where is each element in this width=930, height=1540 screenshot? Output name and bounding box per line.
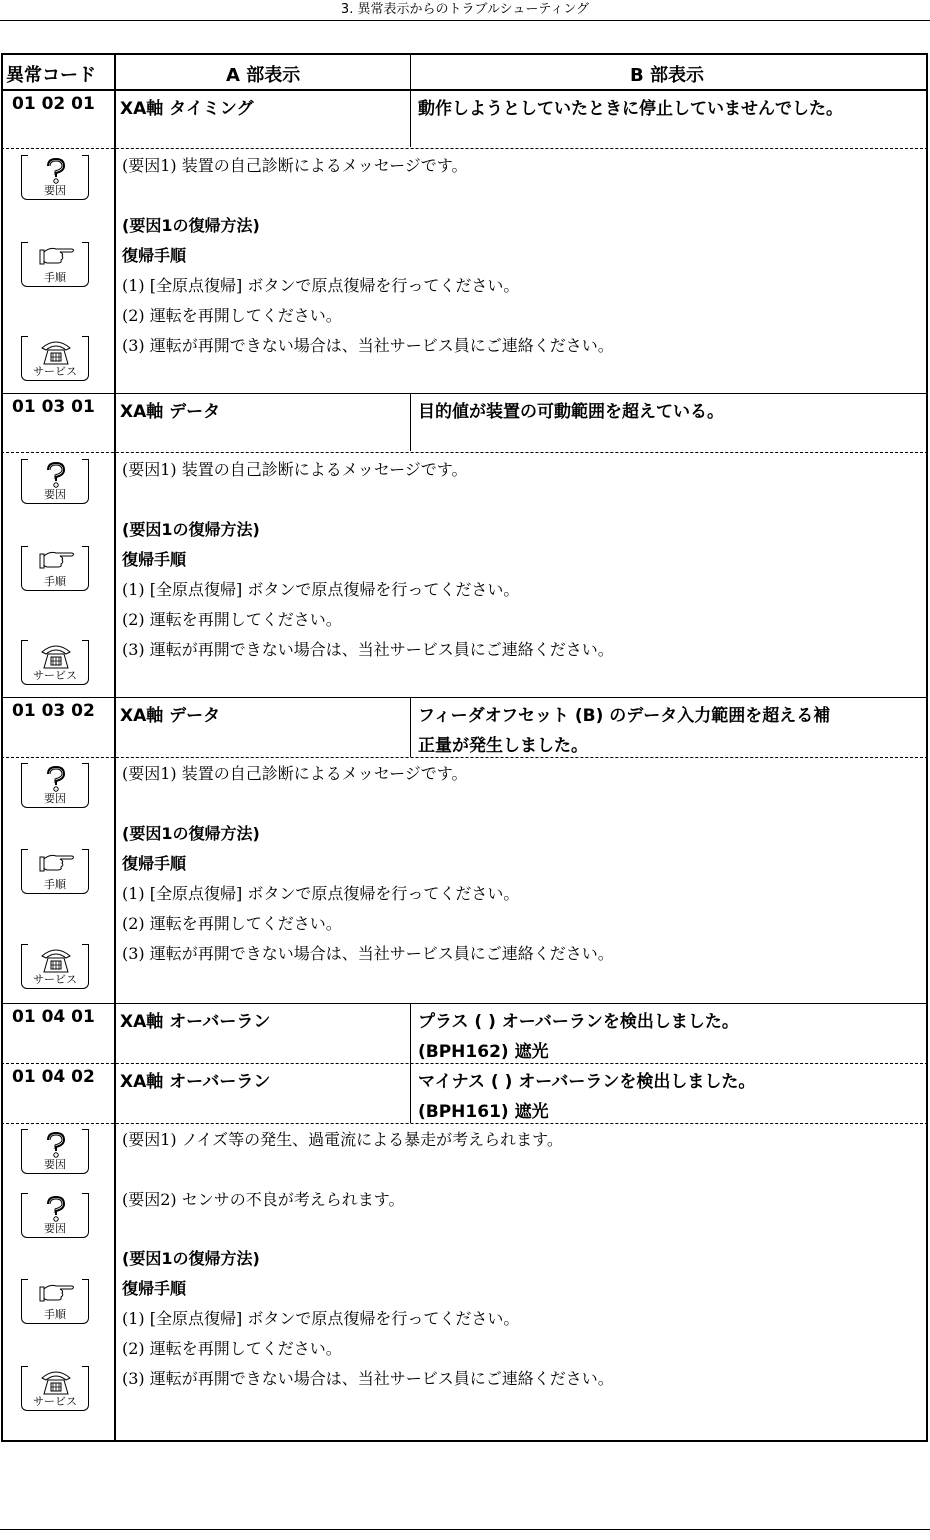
cause-text: (要因1) 装置の自己診断によるメッセージです。 <box>122 764 468 783</box>
step-2: (2) 運転を再開してください。 <box>122 1339 342 1358</box>
row-b-display: プラス ( ) オーバーランを検出しました。 <box>418 1012 739 1032</box>
step-2: (2) 運転を再開してください。 <box>122 610 342 629</box>
cause-icon: 要因 <box>21 459 89 504</box>
procedure-icon: 手順 <box>21 1279 89 1324</box>
cause-icon: 要因 <box>21 155 89 200</box>
recovery-title: (要因1の復帰方法) <box>122 1249 260 1268</box>
column-header-a: A 部表示 <box>226 65 301 86</box>
step-1: (1) [全原点復帰] ボタンで原点復帰を行ってください。 <box>122 580 520 599</box>
column-header-code: 異常コード <box>6 65 96 86</box>
row-b-display-line2: (BPH161) 遮光 <box>418 1102 549 1122</box>
service-icon: サービス <box>21 640 89 685</box>
row-a-display: XA軸 タイミング <box>120 99 254 119</box>
row-b-display: マイナス ( ) オーバーランを検出しました。 <box>418 1072 756 1092</box>
cause-icon: 要因 <box>21 763 89 808</box>
procedure-icon: 手順 <box>21 242 89 287</box>
row-code: 01 02 01 <box>12 94 95 114</box>
procedure-icon: 手順 <box>21 546 89 591</box>
row-b-display: 動作しようとしていたときに停止していませんでした。 <box>418 99 843 119</box>
row-a-display: XA軸 オーバーラン <box>120 1072 271 1092</box>
cause-text: (要因1) 装置の自己診断によるメッセージです。 <box>122 156 468 175</box>
row-code: 01 03 01 <box>12 397 95 417</box>
step-2: (2) 運転を再開してください。 <box>122 306 342 325</box>
row-a-display: XA軸 オーバーラン <box>120 1012 271 1032</box>
step-3: (3) 運転が再開できない場合は、当社サービス員にご連絡ください。 <box>122 336 614 355</box>
procedure-title: 復帰手順 <box>122 1279 187 1298</box>
recovery-title: (要因1の復帰方法) <box>122 216 260 235</box>
recovery-title: (要因1の復帰方法) <box>122 824 260 843</box>
row-a-display: XA軸 データ <box>120 402 221 422</box>
procedure-icon: 手順 <box>21 849 89 894</box>
service-icon: サービス <box>21 944 89 989</box>
column-header-b: B 部表示 <box>630 65 704 86</box>
row-b-display: フィーダオフセット (B) のデータ入力範囲を超える補 <box>418 706 831 726</box>
step-3: (3) 運転が再開できない場合は、当社サービス員にご連絡ください。 <box>122 640 614 659</box>
recovery-title: (要因1の復帰方法) <box>122 520 260 539</box>
service-icon: サービス <box>21 1366 89 1411</box>
cause-icon: 要因 <box>21 1193 89 1238</box>
step-1: (1) [全原点復帰] ボタンで原点復帰を行ってください。 <box>122 884 520 903</box>
step-1: (1) [全原点復帰] ボタンで原点復帰を行ってください。 <box>122 276 520 295</box>
step-3: (3) 運転が再開できない場合は、当社サービス員にご連絡ください。 <box>122 944 614 963</box>
row-b-display-line2: 正量が発生しました。 <box>418 736 588 756</box>
row-code: 01 03 02 <box>12 701 95 721</box>
step-1: (1) [全原点復帰] ボタンで原点復帰を行ってください。 <box>122 1309 520 1328</box>
procedure-title: 復帰手順 <box>122 550 187 569</box>
procedure-title: 復帰手順 <box>122 246 187 265</box>
row-code: 01 04 01 <box>12 1007 95 1027</box>
row-b-display: 目的値が装置の可動範囲を超えている。 <box>418 402 724 422</box>
service-icon: サービス <box>21 336 89 381</box>
step-3: (3) 運転が再開できない場合は、当社サービス員にご連絡ください。 <box>122 1369 614 1388</box>
page-footer-rule <box>0 1529 930 1530</box>
cause-text: (要因1) ノイズ等の発生、過電流による暴走が考えられます。 <box>122 1130 563 1149</box>
row-code: 01 04 02 <box>12 1067 95 1087</box>
row-a-display: XA軸 データ <box>120 706 221 726</box>
step-2: (2) 運転を再開してください。 <box>122 914 342 933</box>
row-b-display-line2: (BPH162) 遮光 <box>418 1042 549 1062</box>
cause-text: (要因1) 装置の自己診断によるメッセージです。 <box>122 460 468 479</box>
cause-icon: 要因 <box>21 1129 89 1174</box>
page-header: 3. 異常表示からのトラブルシューティング <box>0 0 930 21</box>
cause-text-2: (要因2) センサの不良が考えられます。 <box>122 1190 405 1209</box>
procedure-title: 復帰手順 <box>122 854 187 873</box>
